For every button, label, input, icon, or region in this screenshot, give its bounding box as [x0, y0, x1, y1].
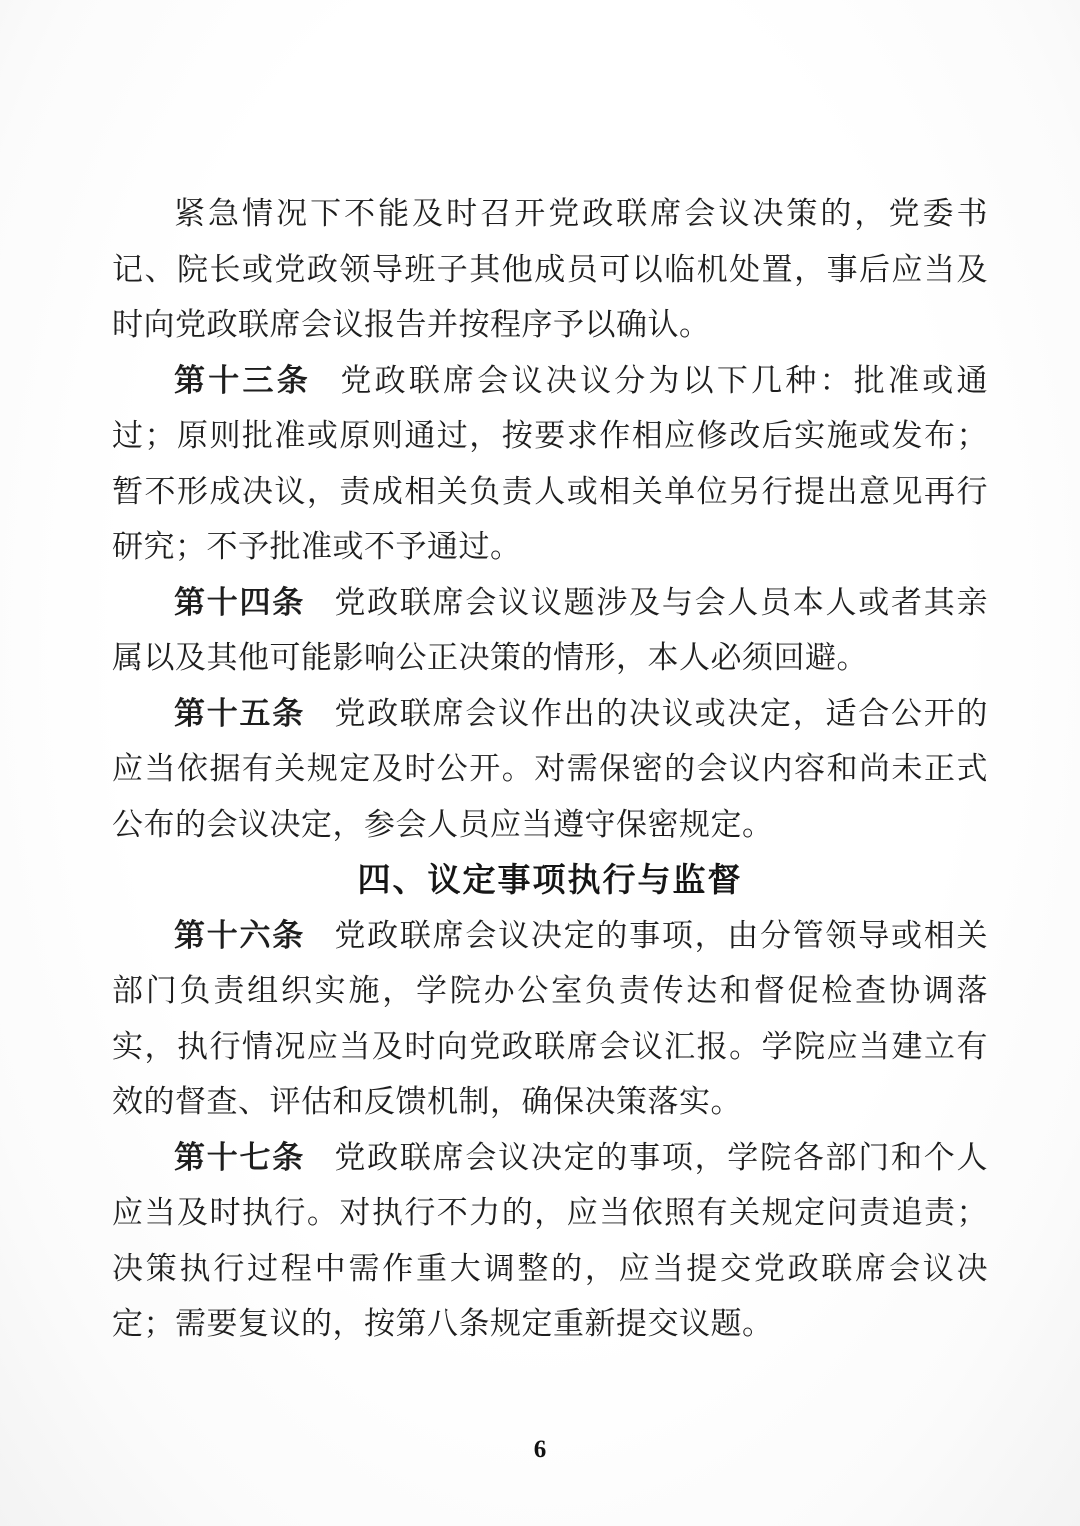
article-15-number: 第十五条: [174, 695, 305, 731]
article-14-number: 第十四条: [174, 584, 305, 620]
paragraph-continuation: 紧急情况下不能及时召开党政联席会议决策的，党委书记、院长或党政领导班子其他成员可以临机处置，事后应当及时向党政联席会议报告并按程序予以确认。: [112, 196, 988, 342]
paragraph-article-17: [112, 1130, 988, 1352]
paragraph-article-13: [112, 353, 988, 575]
article-13-text: 党政联席会议决议分为以下几种：批准或通过；原则批准或原则通过，按要求作相应修改后实施或发布；暂不形成决议，责成相关负责人或相关单位另行提出意见再行研究；不予批准或不予通过。: [112, 362, 988, 564]
article-16-text: 党政联席会议决定的事项，由分管领导或相关部门负责组织实施，学院办公室负责传达和督促检查协调落实，执行情况应当及时向党政联席会议汇报。学院应当建立有效的督查、评估和反馈机制，确保决策落实。: [112, 917, 988, 1119]
article-15-text: 党政联席会议作出的决议或决定，适合公开的应当依据有关规定及时公开。对需保密的会议内容和尚未正式公布的会议决定，参会人员应当遵守保密规定。: [112, 695, 988, 842]
paragraph-article-16: [112, 908, 988, 1130]
section-heading: 四、议定事项执行与监督: [357, 861, 743, 898]
page-number: 6: [533, 1436, 547, 1463]
paragraph-article-14: [112, 575, 988, 686]
article-17-number: 第十七条: [174, 1139, 305, 1175]
paragraph-article-15: [112, 686, 988, 853]
document-content: [112, 186, 988, 1352]
article-13-number: 第十三条: [174, 362, 311, 398]
article-14-text: 党政联席会议议题涉及与会人员本人或者其亲属以及其他可能影响公正决策的情形，本人必须回避。: [112, 584, 988, 675]
article-16-number: 第十六条: [174, 917, 305, 953]
article-17-text: 党政联席会议决定的事项，学院各部门和个人应当及时执行。对执行不力的，应当依照有关规定问责追责；决策执行过程中需作重大调整的，应当提交党政联席会议决定；需要复议的，按第八条规定重新提交议题。: [112, 1139, 988, 1341]
